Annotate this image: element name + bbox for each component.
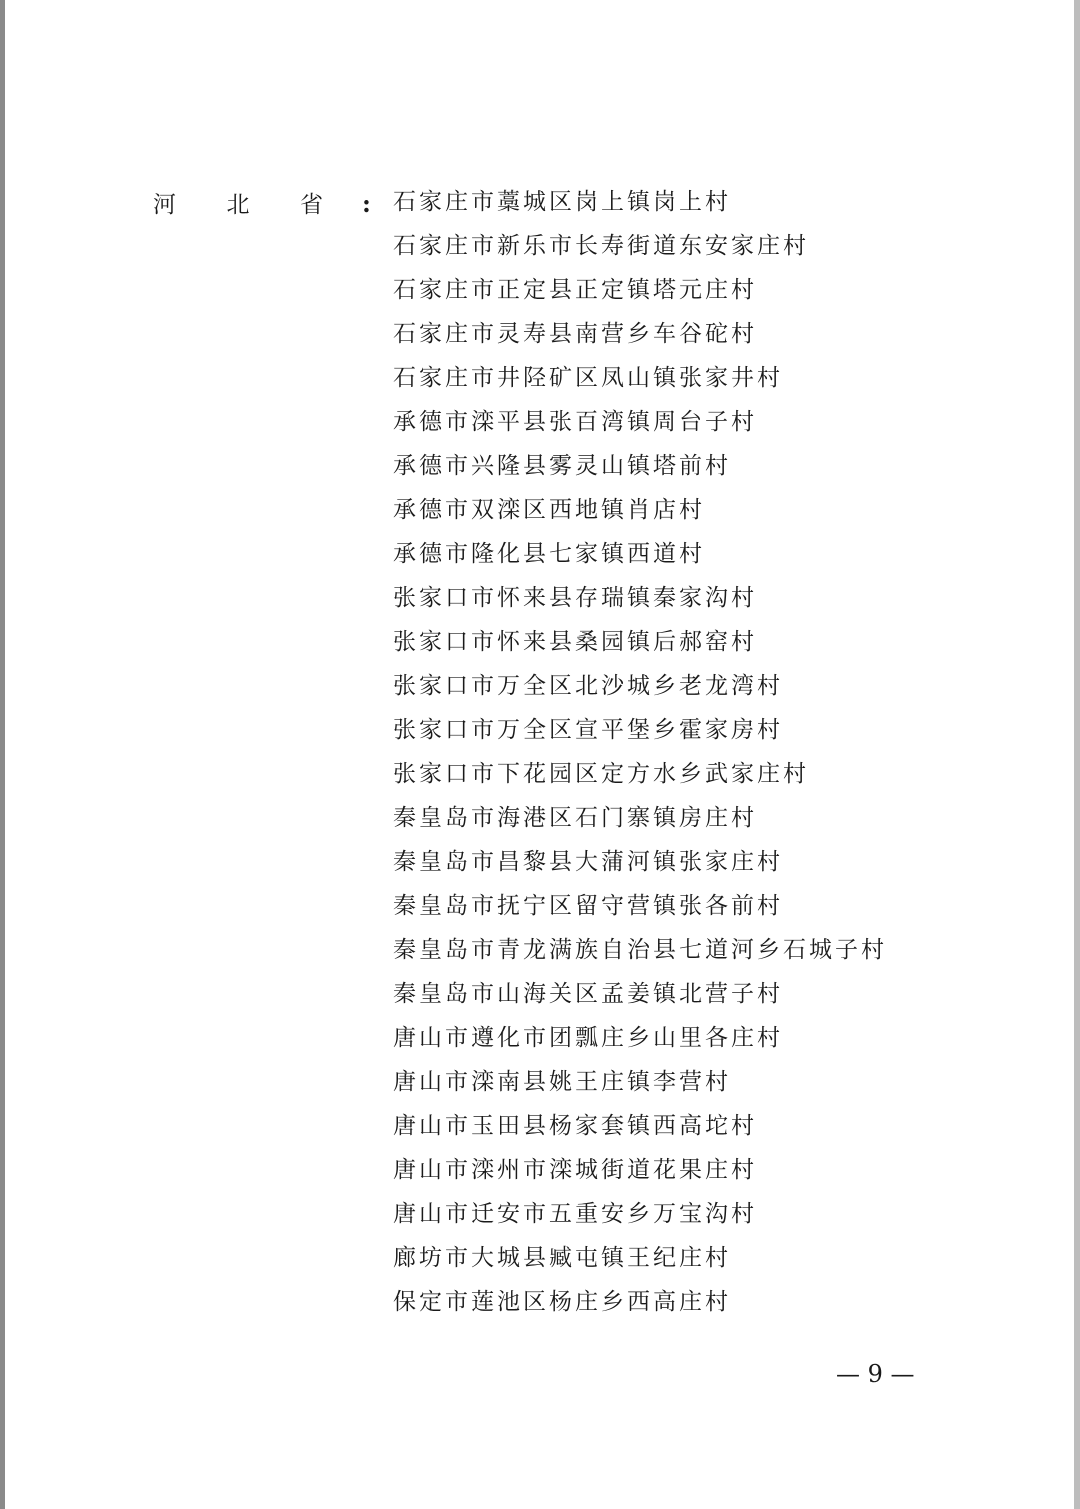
village-item: 石家庄市新乐市长寿街道东安家庄村 bbox=[393, 233, 809, 259]
village-item: 承德市兴隆县雾灵山镇塔前村 bbox=[393, 453, 731, 479]
village-item: 张家口市怀来县桑园镇后郝窑村 bbox=[393, 629, 757, 655]
village-item: 秦皇岛市昌黎县大蒲河镇张家庄村 bbox=[393, 849, 783, 875]
village-item: 唐山市滦州市滦城街道花果庄村 bbox=[393, 1157, 757, 1183]
province-colon: : bbox=[362, 189, 371, 218]
village-item: 张家口市怀来县存瑞镇秦家沟村 bbox=[393, 585, 757, 611]
page-edge-right bbox=[1074, 0, 1080, 1509]
village-list bbox=[393, 184, 887, 1328]
province-char: 河 bbox=[153, 191, 176, 218]
village-item: 石家庄市正定县正定镇塔元庄村 bbox=[393, 277, 757, 303]
village-item: 张家口市万全区宣平堡乡霍家房村 bbox=[393, 717, 783, 743]
village-item: 石家庄市灵寿县南营乡车谷砣村 bbox=[393, 321, 757, 347]
village-item: 石家庄市井陉矿区凤山镇张家井村 bbox=[393, 365, 783, 391]
village-item: 秦皇岛市抚宁区留守营镇张各前村 bbox=[393, 893, 783, 919]
province-char: 北 bbox=[226, 191, 250, 218]
village-item: 唐山市遵化市团瓢庄乡山里各庄村 bbox=[393, 1025, 783, 1051]
village-item: 保定市莲池区杨庄乡西高庄村 bbox=[393, 1289, 731, 1315]
village-item: 石家庄市藁城区岗上镇岗上村 bbox=[393, 189, 731, 215]
province-char: 省 bbox=[300, 191, 323, 218]
village-item: 张家口市下花园区定方水乡武家庄村 bbox=[393, 761, 809, 787]
village-item: 承德市隆化县七家镇西道村 bbox=[393, 541, 705, 567]
village-item: 承德市滦平县张百湾镇周台子村 bbox=[393, 409, 757, 435]
village-item: 唐山市玉田县杨家套镇西高坨村 bbox=[393, 1113, 757, 1139]
village-item: 廊坊市大城县臧屯镇王纪庄村 bbox=[393, 1245, 731, 1271]
village-item: 秦皇岛市山海关区孟姜镇北营子村 bbox=[393, 981, 783, 1007]
village-item: 唐山市迁安市五重安乡万宝沟村 bbox=[393, 1201, 757, 1227]
page-number: — 9 — bbox=[836, 1360, 915, 1388]
province-label bbox=[153, 184, 323, 220]
village-item: 秦皇岛市海港区石门寨镇房庄村 bbox=[393, 805, 757, 831]
page-edge-left bbox=[0, 0, 5, 1509]
village-item: 秦皇岛市青龙满族自治县七道河乡石城子村 bbox=[393, 937, 887, 963]
village-item: 承德市双滦区西地镇肖店村 bbox=[393, 497, 705, 523]
village-item: 张家口市万全区北沙城乡老龙湾村 bbox=[393, 673, 783, 699]
village-item: 唐山市滦南县姚王庄镇李营村 bbox=[393, 1069, 731, 1095]
